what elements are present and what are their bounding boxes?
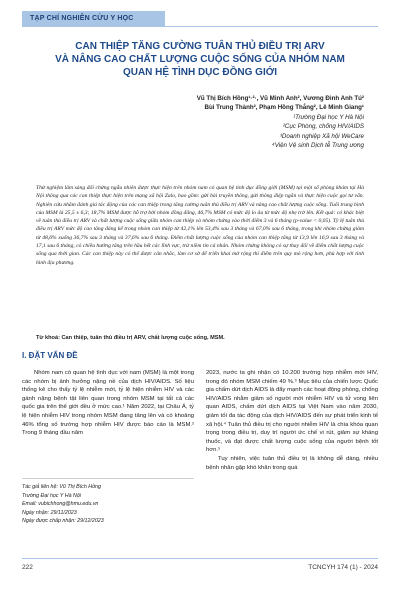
paragraph: 2023, nước ta ghi nhận có 10.200 trường hợp nhiễm mới HIV, trong đó nhóm MSM chiếm 49 %.³ Mục tiêu của chiến lược Quốc gia chấm dứt dịch AIDS là đẩy mạnh các hoạt động phòng, chống HIV/AIDS nhằm giảm số người mới nhiễm HIV và tử vong liên quan AIDS, chấm dứt dịch AIDS tại Việt Nam vào năm 2030, giảm tối đa tác động của dịch HIV/AIDS đến sự phát triển kinh tế xã hội.⁴ Tuân thủ điều trị cho người nhiễm HIV là chìa khóa quan trọng trong điều trị, duy trì người ức chế vi rút, giảm sự kháng thuốc, và đạt được chất lượng cuộc sống của người bệnh tốt hơn.⁵ xyxy=(206,370,378,454)
paragraph: Nhóm nam có quan hệ tình dục với nam (MSM) là một trong các nhóm bị ảnh hưởng nặng nề của dịch HIV/AIDS. Số liệu thống kê cho thấy tỷ lệ nhiễm mới, tỷ lệ hiện nhiễm HIV và các gánh nặng bệnh tật liên quan trong nhóm MSM tại tất cả các quốc gia trên thế giới đều ở mức cao.¹ Năm 2022, tại Châu Á, tỷ lệ hiện nhiễm HIV trong nhóm MSM đang tăng lên và có khoảng 46% tổng số trường hợp nhiễm HIV được báo cáo là MSM.² Trong 9 tháng đầu năm xyxy=(22,370,194,437)
abstract-text: Thử nghiệm lâm sàng đối chứng ngẫu nhiên được thực hiện trên nhóm nam có quan hệ tình dục đồng giới (MSM) tại một số phòng khám tại Hà Nội thông qua các can thiệp thực hiện trên mạng xã hội Zalo, bao gồm: gửi bài truyền thông, gửi thông điệp ngắn và thực hiện cuộc gọi tư vấn. Nghiên cứu nhằm đánh giá tác động của các can thiệp trong tăng cường tuân thủ điều trị ARV và nâng cao chất lượng cuộc sống. Tuổi trung bình của MSM là 25,5 ± 6,3; 18,7% MSM được hỗ trợ bởi nhóm đồng đẳng, 46,7% MSM có mức độ lo âu từ mức độ nhẹ trở lên. Kết quả: có khác biệt về tuân thủ điều trị ARV và chất lượng cuộc sống giữa nhóm can thiệp và nhóm chứng vào thời điểm 3 và 6 tháng (p-value < 0,05). Tỷ lệ tuân thủ điều trị ARV mức độ cao tăng đáng kể trong nhóm can thiệp từ 42,1% lên 53,4% sau 3 tháng và 67,0% sau 6 tháng, trong khi nhóm chứng giảm từ 48,6% xuống 36,7% sau 3 tháng và 37,6% sau 6 tháng. Điểm chất lượng cuộc sống của nhóm can thiệp tăng từ 13,9 lên 16,9 sau 3 tháng và 17,1 sau 6 tháng, có chiều hướng tăng trên hầu hết các lĩnh vực, trừ niềm tin cá nhân. Nhóm chứng không có sự thay đổi về điểm chất lượng cuộc sống qua thời gian. Các can thiệp này có thể được cân nhắc, làm cơ sở để triển khai mở rộng thí điểm trên quy mô rộng hơn, phù hợp với tình hình địa phương. xyxy=(36,185,364,266)
paragraph: Tuy nhiên, việc tuân thủ điều trị là không dễ dàng, nhiều bệnh nhân gặp khó khăn trong quá xyxy=(206,455,378,471)
corresponding-author: Tác giả liên hệ: Vũ Thị Bích Hồng xyxy=(22,484,101,490)
corresponding-email: Email: vubichhong@hmu.edu.vn xyxy=(22,501,99,508)
body-column-right xyxy=(206,369,378,472)
correspondence-note xyxy=(22,483,194,526)
article-title xyxy=(20,40,380,79)
affiliation-3: ³Doanh nghiệp Xã hội WeCare xyxy=(279,132,364,140)
footnote-divider xyxy=(22,478,194,479)
author-line-1: Vũ Thị Bích Hồng¹·²·, Vũ Minh Anh², Vương Đình Anh Tú² xyxy=(196,95,364,102)
footer-rule xyxy=(22,558,378,559)
title-line-2: VÀ NÂNG CAO CHẤT LƯỢNG CUỘC SỐNG CỦA NHÓM NAM xyxy=(55,54,345,65)
keywords-label: Từ khoá: xyxy=(36,335,60,341)
accepted-date: Ngày được chấp nhận: 29/12/2023 xyxy=(22,518,104,525)
corresponding-affiliation: Trường Đại học Y Hà Nội xyxy=(22,492,81,499)
received-date: Ngày nhận: 29/11/2023 xyxy=(22,509,77,516)
title-line-1: CAN THIỆP TĂNG CƯỜNG TUÂN THỦ ĐIỀU TRỊ ARV xyxy=(75,41,325,52)
affiliation-4: ⁴Viện Vệ sinh Dịch tễ Trung ương xyxy=(272,142,364,150)
affiliation-1: ¹Trường Đại học Y Hà Nội xyxy=(293,113,364,121)
keywords xyxy=(36,335,364,341)
author-block xyxy=(124,94,364,150)
section-heading: I. ĐẶT VẤN ĐỀ xyxy=(22,351,78,360)
header-rule xyxy=(22,26,378,27)
title-line-3: QUAN HỆ TÌNH DỤC ĐỒNG GIỚI xyxy=(122,67,278,78)
page-number: 222 xyxy=(22,564,33,571)
body-column-left xyxy=(22,369,194,438)
journal-reference: TCNCYH 174 (1) - 2024 xyxy=(308,564,378,571)
author-line-2: Bùi Trung Thành², Phạm Hồng Thắng², Lê Minh Giang¹ xyxy=(204,104,364,112)
affiliation-2: ²Cục Phòng, chống HIV/AIDS xyxy=(282,123,364,131)
keywords-text: Can thiệp, tuân thủ điều trị ARV, chất lượng cuộc sống, MSM. xyxy=(61,335,225,341)
journal-name-tab: TẠP CHÍ NGHIÊN CỨU Y HỌC xyxy=(22,11,165,26)
